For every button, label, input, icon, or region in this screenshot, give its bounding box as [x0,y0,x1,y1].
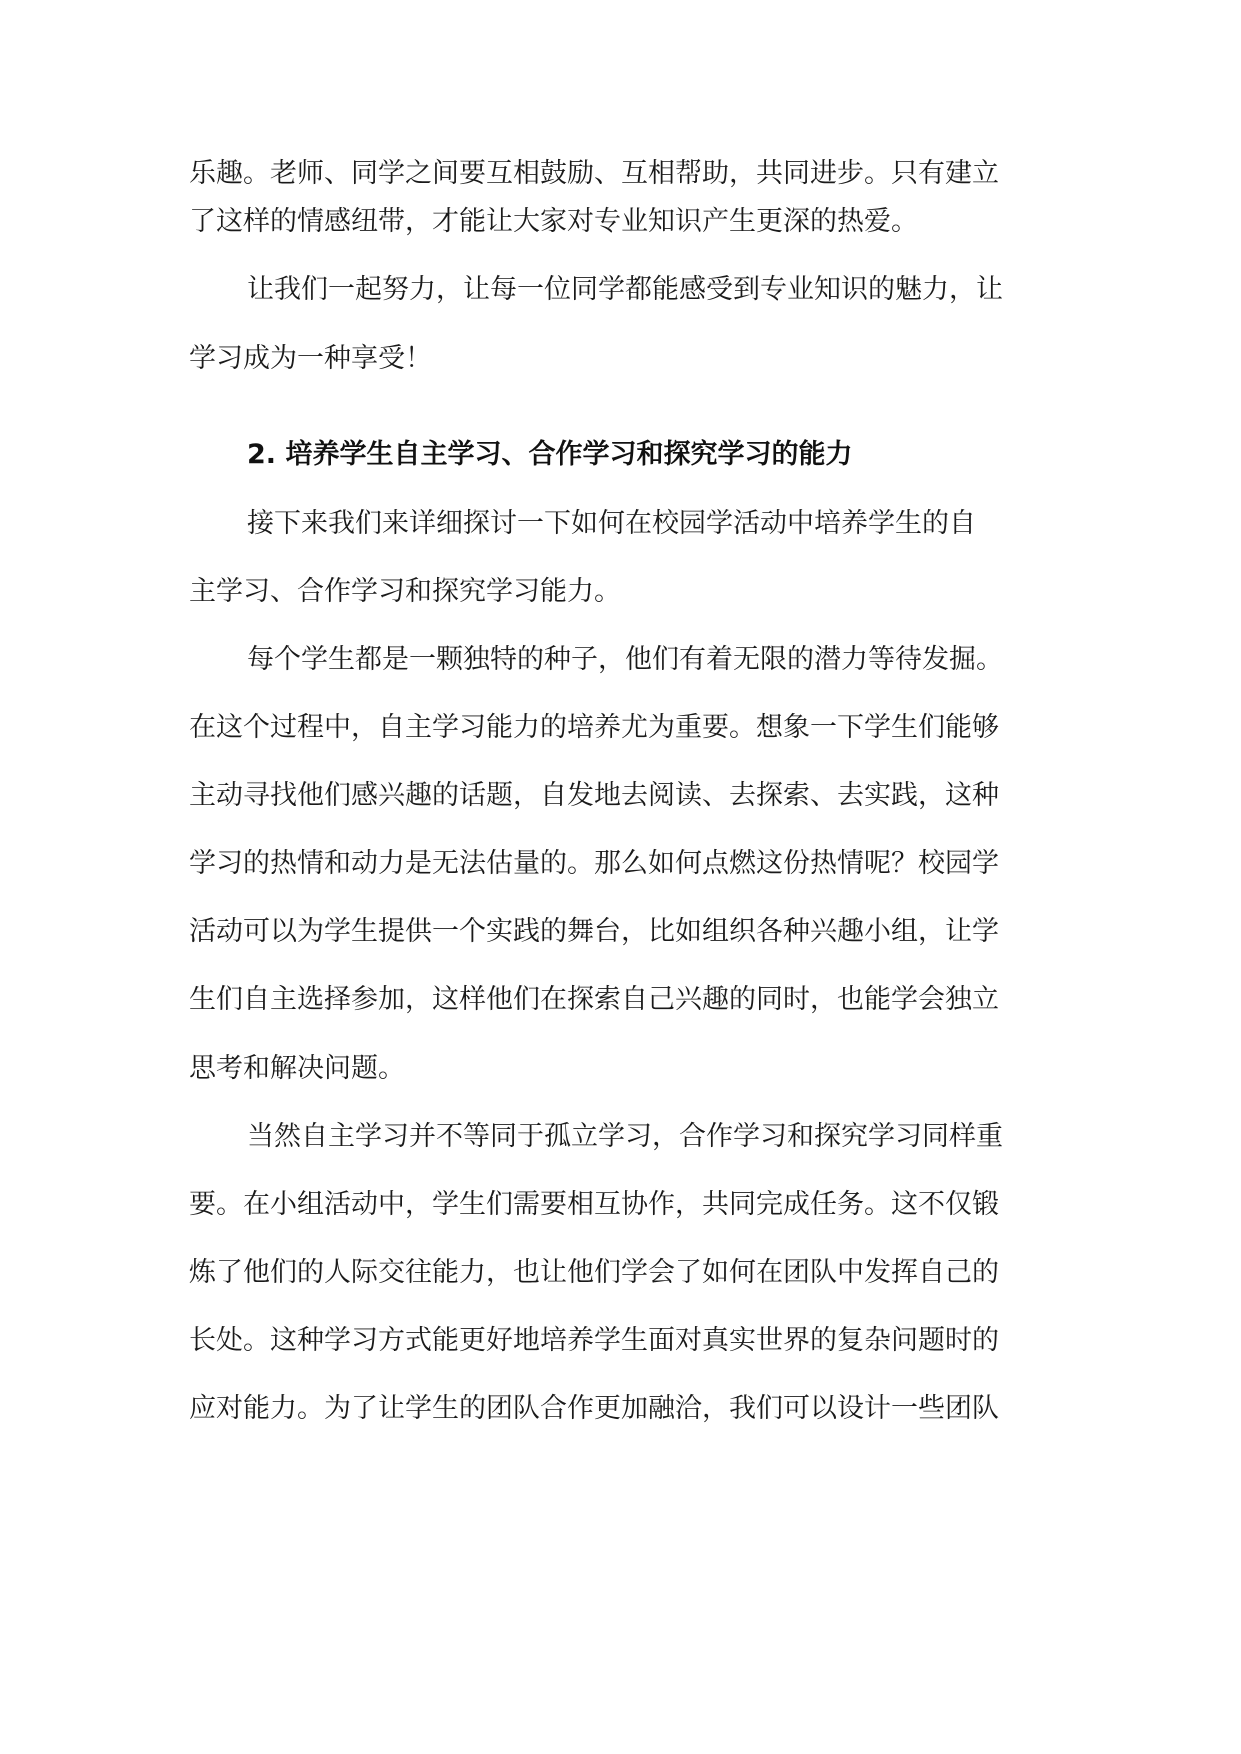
paragraph-line: 长处。这种学习方式能更好地培养学生面对真实世界的复杂问题时的 [189,1325,999,1356]
paragraph-line: 当然自主学习并不等同于孤立学习，合作学习和探究学习同样重 [247,1121,1003,1152]
paragraph-line: 了这样的情感纽带，才能让大家对专业知识产生更深的热爱。 [189,206,918,237]
paragraph-line: 学习成为一种享受！ [189,343,432,374]
paragraph-line: 学习的热情和动力是无法估量的。那么如何点燃这份热情呢？校园学 [189,848,999,879]
paragraph-line: 炼了他们的人际交往能力，也让他们学会了如何在团队中发挥自己的 [189,1257,999,1288]
paragraph-line: 思考和解决问题。 [189,1053,405,1084]
paragraph-line: 让我们一起努力，让每一位同学都能感受到专业知识的魅力，让 [247,274,1003,305]
paragraph-line: 主动寻找他们感兴趣的话题，自发地去阅读、去探索、去实践，这种 [189,780,999,811]
paragraph-line: 应对能力。为了让学生的团队合作更加融洽，我们可以设计一些团队 [189,1393,999,1424]
paragraph-line: 主学习、合作学习和探究学习能力。 [189,576,621,607]
paragraph-line: 每个学生都是一颗独特的种子，他们有着无限的潜力等待发掘。 [247,644,1003,675]
paragraph-line: 生们自主选择参加，这样他们在探索自己兴趣的同时，也能学会独立 [189,984,999,1015]
paragraph-line: 在这个过程中，自主学习能力的培养尤为重要。想象一下学生们能够 [189,712,999,743]
section-heading: 2. 培养学生自主学习、合作学习和探究学习的能力 [247,439,853,470]
paragraph-line: 乐趣。老师、同学之间要互相鼓励、互相帮助，共同进步。只有建立 [189,158,999,189]
paragraph-line: 要。在小组活动中，学生们需要相互协作，共同完成任务。这不仅锻 [189,1189,999,1220]
paragraph-line: 接下来我们来详细探讨一下如何在校园学活动中培养学生的自 [247,508,976,539]
paragraph-line: 活动可以为学生提供一个实践的舞台，比如组织各种兴趣小组，让学 [189,916,999,947]
